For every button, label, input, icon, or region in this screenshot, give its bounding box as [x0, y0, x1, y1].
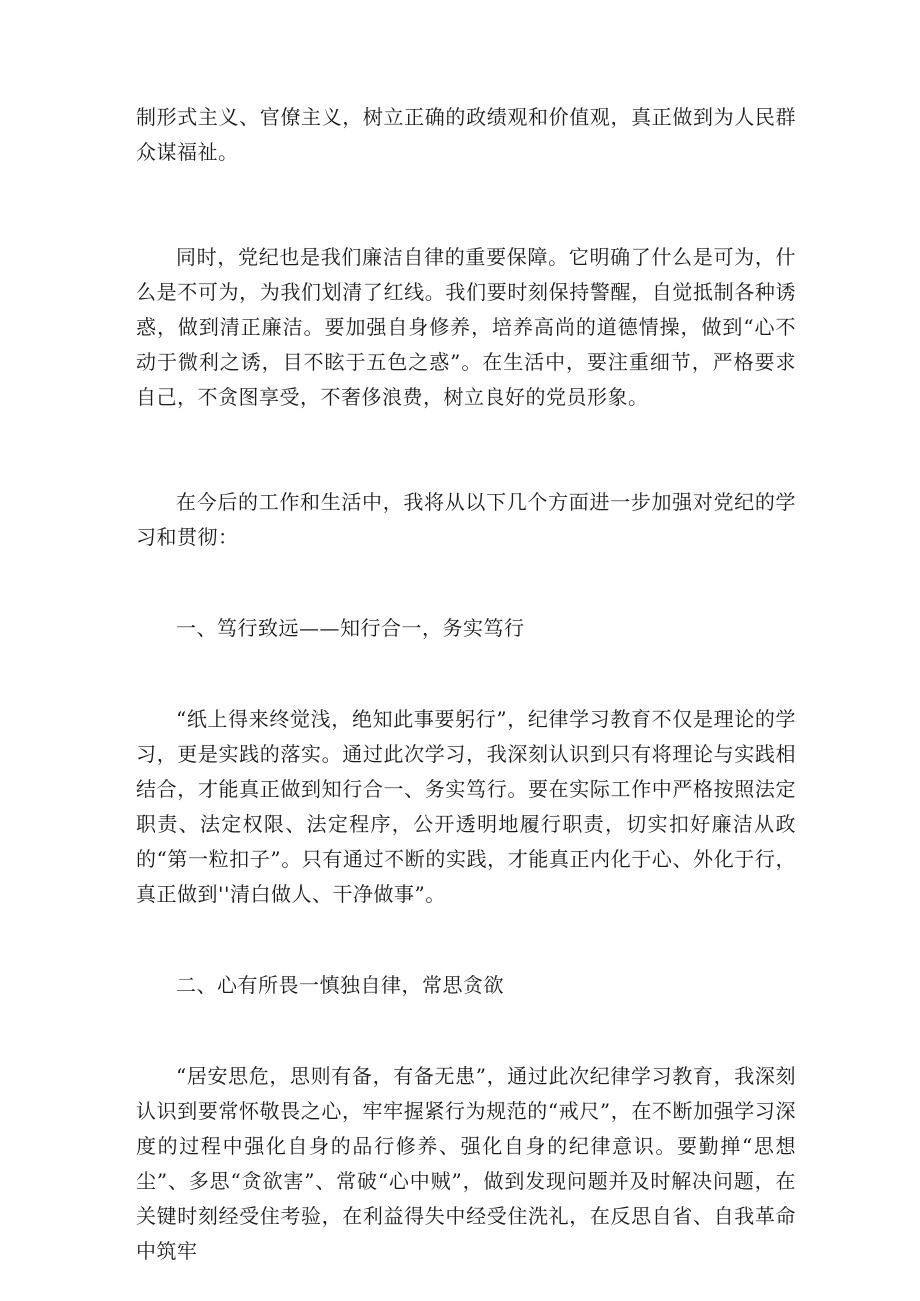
body-paragraph: “纸上得来终觉浅，绝知此事要躬行”，纪律学习教育不仅是理论的学习，更是实践的落实。通过此次学习，我深刻认识到只有将理论与实践相结合，才能真正做到知行合一、务实笃行。要在实际工作中严格按照法定职责、法定权限、法定程序，公开透明地履行职责，切实扣好廉洁从政的“第一粒扣子”。只有通过不断的实践，才能真正内化于心、外化于行，真正做到''清白做人、干净做事”。: [136, 707, 796, 906]
document-page: [136, 100, 796, 1269]
section-heading-1: 一、笃行致远——知行合一，务实笃行: [176, 616, 525, 640]
body-paragraph: “居安思危，思则有备，有备无患”，通过此次纪律学习教育，我深刻认识到要常怀敬畏之心，牢牢握紧行为规范的“戒尺”，在不断加强学习深度的过程中强化自身的品行修养、强化自身的纪律意识。要勤掸“思想尘”、多思“贪欲害”、常破“心中贼”，做到发现问题并及时解决问题，在关键时刻经受住考验，在利益得失中经受住洗礼，在反思自省、自我革命中筑牢: [136, 1064, 796, 1263]
body-paragraph-continued: 制形式主义、官僚主义，树立正确的政绩观和价值观，真正做到为人民群众谋福祉。: [136, 105, 796, 164]
body-paragraph: 同时，党纪也是我们廉洁自律的重要保障。它明确了什么是可为，什么是不可为，为我们划清了红线。我们要时刻保持警醒，自觉抵制各种诱惑，做到清正廉洁。要加强自身修养，培养高尚的道德情操，做到“心不动于微利之诱，目不眩于五色之惑”。在生活中，要注重细节，严格要求自己，不贪图享受，不奢侈浪费，树立良好的党员形象。: [136, 245, 796, 409]
section-heading-2: 二、心有所畏一慎独自律，常思贪欲: [176, 973, 504, 997]
body-paragraph: 在今后的工作和生活中，我将从以下几个方面进一步加强对党纪的学习和贯彻：: [136, 490, 796, 549]
